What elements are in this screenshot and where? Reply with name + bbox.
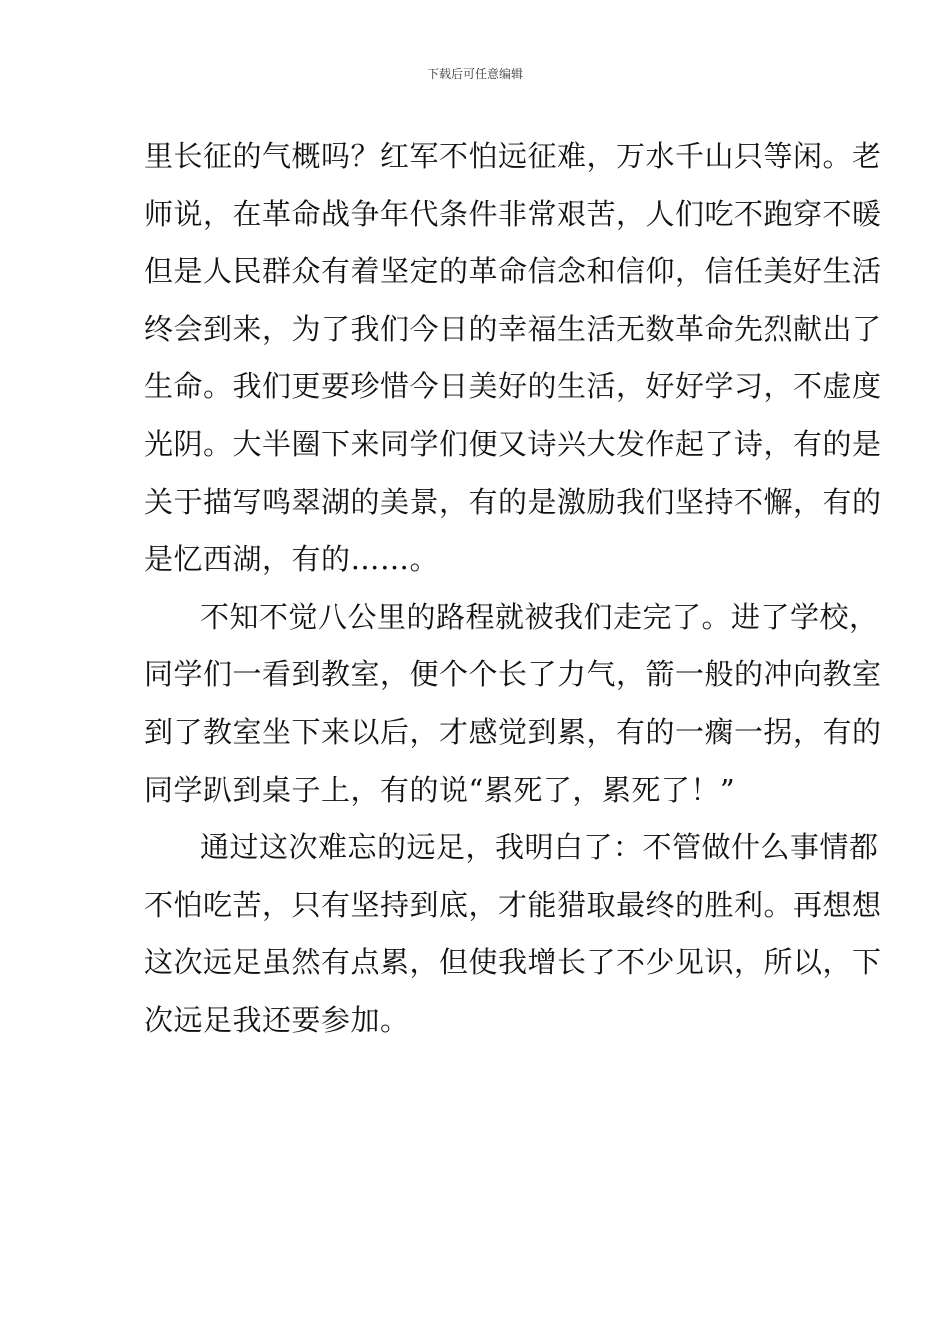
text-line: 次远足我还要参加。 bbox=[144, 1002, 410, 1037]
text-line: 终会到来，为了我们今日的幸福生活无数革命先烈献出了 bbox=[144, 311, 882, 346]
text-line: 是忆西湖，有的……。 bbox=[144, 542, 440, 577]
paragraph-first-line: 通过这次难忘的远足，我明白了：不管做什么事情都 bbox=[200, 830, 879, 865]
document-body bbox=[144, 128, 882, 1050]
page-header: 下载后可任意编辑 bbox=[426, 67, 523, 81]
text-line: 关于描写鸣翠湖的美景，有的是激励我们坚持不懈，有的 bbox=[144, 484, 882, 519]
text-line: 生命。我们更要珍惜今日美好的生活，好好学习，不虚度 bbox=[144, 369, 882, 404]
text-line: 不怕吃苦，只有坚持到底，才能猎取最终的胜利。再想想 bbox=[144, 887, 882, 922]
text-line: 这次远足虽然有点累，但使我增长了不少见识，所以，下 bbox=[144, 945, 882, 980]
text-line: 到了教室坐下来以后，才感觉到累，有的一瘸一拐，有的 bbox=[144, 714, 882, 749]
text-line: 里长征的气概吗？红军不怕远征难，万水千山只等闲。老 bbox=[144, 139, 882, 173]
text-line: 同学们一看到教室，便个个长了力气，箭一般的冲向教室 bbox=[144, 657, 882, 692]
text-line: 光阴。大半圈下来同学们便又诗兴大发作起了诗，有的是 bbox=[144, 426, 882, 461]
text-line: 师说，在革命战争年代条件非常艰苦，人们吃不跑穿不暖 bbox=[144, 196, 882, 231]
paragraph-first-line: 不知不觉八公里的路程就被我们走完了。进了学校， bbox=[200, 599, 879, 634]
text-line: 同学趴到桌子上，有的说“累死了，累死了！” bbox=[144, 772, 736, 807]
text-line: 但是人民群众有着坚定的革命信念和信仰，信任美好生活 bbox=[144, 254, 882, 289]
